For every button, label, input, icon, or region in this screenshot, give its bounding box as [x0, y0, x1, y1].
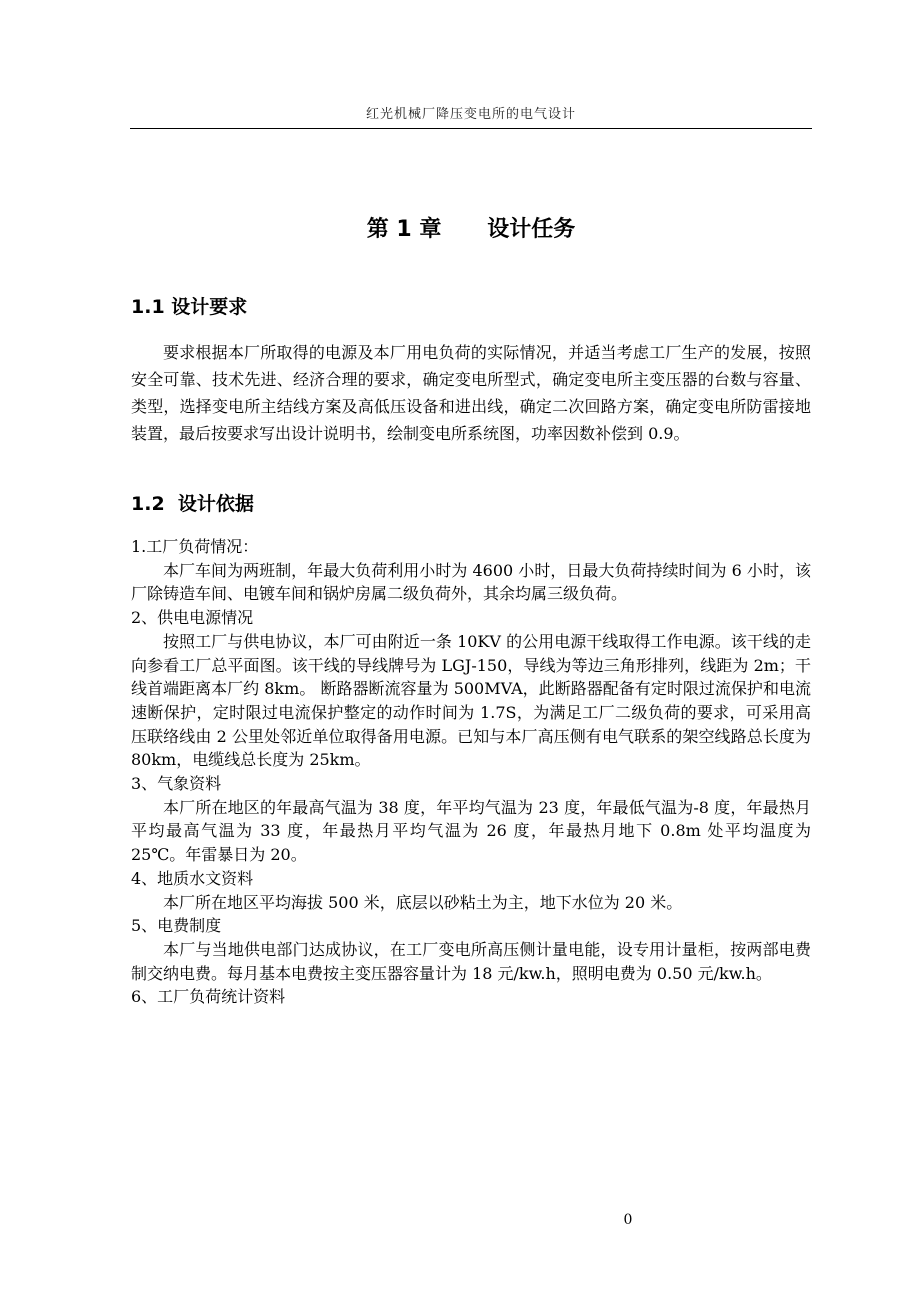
section-1-2-body: [131, 535, 811, 1009]
item-title: 5、电费制度: [131, 916, 222, 936]
item-title: 6、工厂负荷统计资料: [131, 987, 286, 1007]
page-number: 0: [623, 1212, 633, 1228]
item-text: 本厂车间为两班制，年最大负荷利用小时为 4600 小时，日最大负荷持续时间为 6 小时，该厂除铸造车间、电镀车间和锅炉房属二级负荷外，其余均属三级负荷。: [131, 560, 811, 604]
section-heading-1-2: 1.2 设计依据: [131, 493, 254, 515]
chapter-title: 第 1 章 设计任务: [366, 217, 576, 242]
item-title: 4、地质水文资料: [131, 868, 254, 888]
header-rule: [130, 128, 812, 129]
item-text: 按照工厂与供电协议，本厂可由附近一条 10KV 的公用电源干线取得工作电源。该干线的走向参看工厂总平面图。该干线的导线牌号为 LGJ-150，导线为等边三角形排列，线距为 2m；干线首端距离本厂约 8km。 断路器断流容量为 500MVA，此断路器配备有定时限过流保护和电流速断保护，定时限过电流保护整定的动作时间为 1.7S，为满足工厂二级负荷的要求，可采用高压联络线由 2 公里处邻近单位取得备用电源。已知与本厂高压侧有电气联系的架空线路总长度为 80km，电缆线总长度为 25km。: [131, 631, 811, 770]
item-title: 3、气象资料: [131, 774, 222, 794]
item-title: 2、供电电源情况: [131, 608, 254, 628]
item-text: 本厂所在地区的年最高气温为 38 度，年平均气温为 23 度，年最低气温为-8 度，年最热月平均最高气温为 33 度，年最热月平均气温为 26 度，年最热月地下 0.8m 处平均温度为 25℃。年雷暴日为 20。: [131, 797, 811, 865]
section-1-1-paragraph: 要求根据本厂所取得的电源及本厂用电负荷的实际情况，并适当考虑工厂生产的发展，按照安全可靠、技术先进、经济合理的要求，确定变电所型式，确定变电所主变压器的台数与容量、类型，选择变电所主结线方案及高低压设备和进出线，确定二次回路方案，确定变电所防雷接地装置，最后按要求写出设计说明书，绘制变电所系统图，功率因数补偿到 0.9。: [131, 343, 811, 443]
item-title: 1.工厂负荷情况：: [131, 537, 259, 556]
item-text: 本厂所在地区平均海拔 500 米，底层以砂粘土为主，地下水位为 20 米。: [163, 892, 683, 912]
running-header: 红光机械厂降压变电所的电气设计: [365, 107, 576, 122]
section-heading-1-1: 1.1 设计要求: [131, 296, 248, 318]
item-text: 本厂与当地供电部门达成协议，在工厂变电所高压侧计量电能，设专用计量柜，按两部电费制交纳电费。每月基本电费按主变压器容量计为 18 元/kw.h，照明电费为 0.50 元/kw.h。: [131, 939, 811, 983]
